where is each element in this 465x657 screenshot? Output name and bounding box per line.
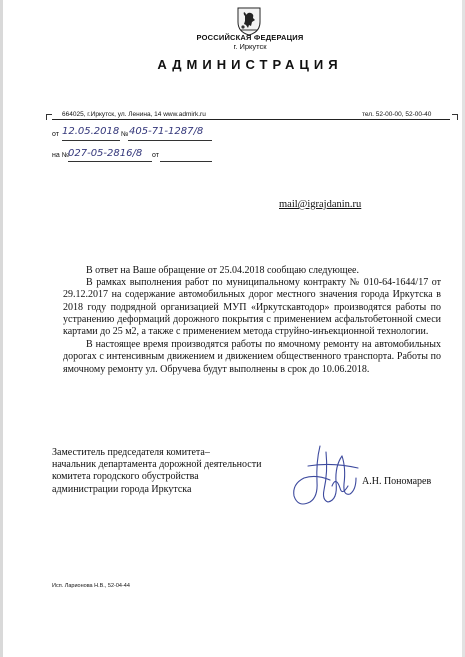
body-paragraph-2: В рамках выполнения работ по муниципальному контракту № 010-64-1644/17 от 29.12.2017 на содержание автомобильных дорог местного значения города Иркутска в 2018 году подрядной организацией МУП «Иркутскавтодор» производятся работы по устранению деформаций дорожного покрытия с применением асфальтобетонной смеси картами до 25 м2, а также с применением метода струйно-инъекционной технологии. bbox=[63, 277, 441, 338]
reference-number: 027-05-2816/8 bbox=[68, 148, 143, 159]
executor-line: Исп. Ларионова Н.В., 52-04-44 bbox=[52, 583, 130, 589]
registration-line bbox=[52, 131, 59, 138]
signatory-position bbox=[52, 447, 261, 496]
address-line: 664025, г.Иркутск, ул. Ленина, 14 www.admirk.ru bbox=[62, 111, 206, 118]
recipient-email[interactable]: mail@igrajdanin.ru bbox=[279, 199, 362, 210]
scan-edge-left bbox=[0, 0, 3, 657]
header-divider bbox=[52, 119, 450, 120]
city-name: г. Иркутск bbox=[233, 42, 267, 51]
from-label: от bbox=[52, 131, 59, 138]
position-line: начальник департамента дорожной деятельности bbox=[52, 459, 262, 471]
number-underline bbox=[128, 140, 212, 141]
handwritten-signature bbox=[286, 442, 372, 512]
registration-date: 12.05.2018 bbox=[62, 126, 120, 137]
letter-body bbox=[63, 265, 441, 376]
position-line: комитета городского обустройства bbox=[52, 471, 199, 483]
number-label: № bbox=[121, 131, 129, 138]
position-line: Заместитель председателя комитета– bbox=[52, 447, 210, 458]
body-paragraph-3: В настоящее время производятся работы по ямочному ремонту на автомобильных дорогах с интенсивным движением и движением общественного транспорта. Работы по ямочному ремонту ул. Обручева будут выполнены в срок до 10.06.2018. bbox=[63, 339, 441, 375]
registration-number: 405-71-1287/8 bbox=[129, 126, 204, 137]
corner-mark-left bbox=[46, 114, 52, 120]
country-name: РОССИЙСКАЯ ФЕДЕРАЦИЯ bbox=[196, 33, 304, 42]
organization-title: АДМИНИСТРАЦИЯ bbox=[157, 57, 343, 72]
phone-line: тел. 52-00-00, 52-00-40 bbox=[362, 111, 432, 118]
reference-label: на № bbox=[52, 152, 70, 159]
reference-date-underline bbox=[160, 161, 212, 162]
corner-mark-right bbox=[452, 114, 458, 120]
reference-from-label: от bbox=[152, 152, 159, 159]
body-paragraph-1: В ответ на Ваше обращение от 25.04.2018 сообщаю следующее. bbox=[86, 265, 359, 276]
reference-underline bbox=[68, 161, 152, 162]
position-line: администрации города Иркутска bbox=[52, 483, 192, 495]
date-underline bbox=[62, 140, 120, 141]
signatory-name: А.Н. Пономарев bbox=[362, 476, 432, 487]
irkutsk-coat-of-arms-icon bbox=[236, 6, 262, 36]
